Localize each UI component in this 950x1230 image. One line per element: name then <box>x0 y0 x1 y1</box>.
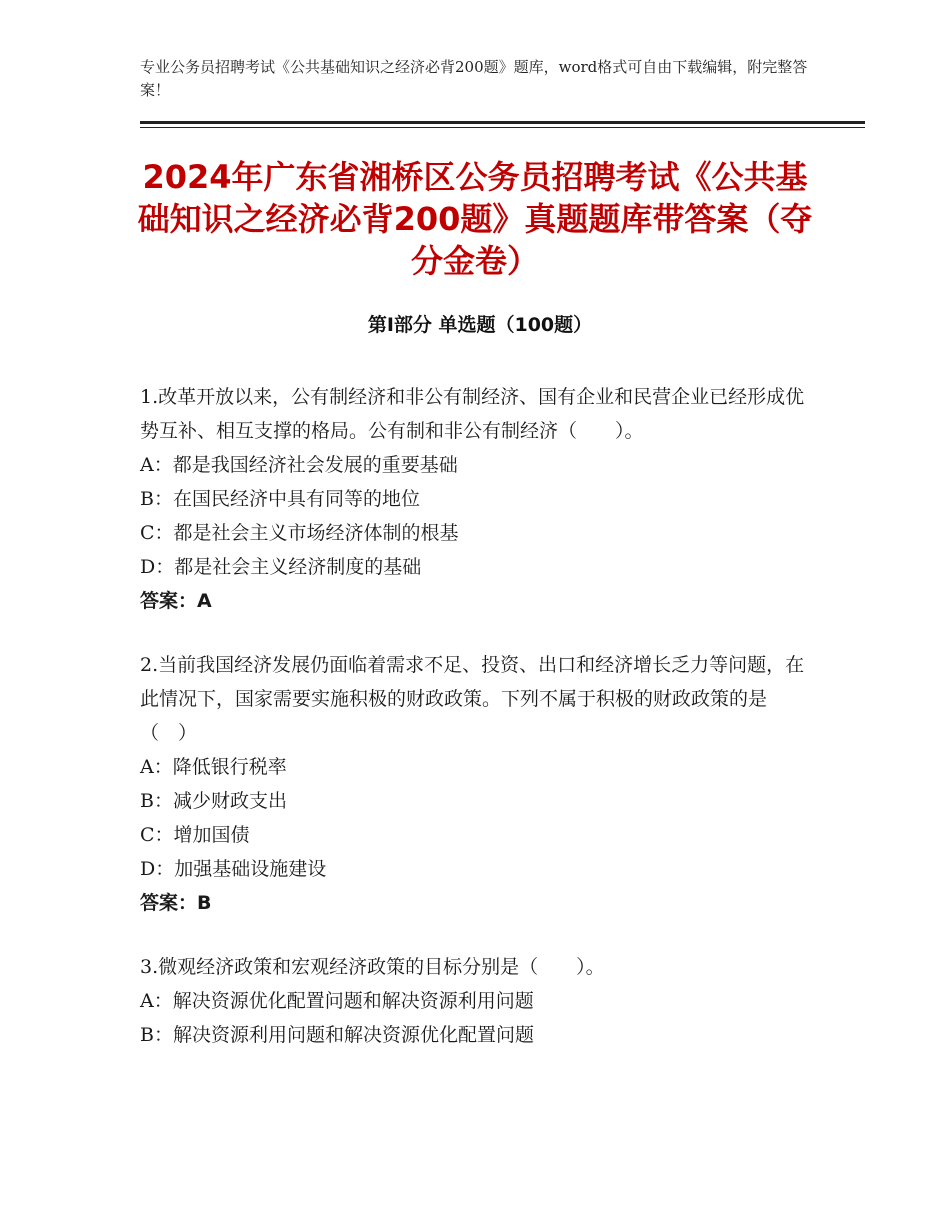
option-c: C：都是社会主义市场经济体制的根基 <box>140 522 459 544</box>
option-a: A：降低银行税率 <box>140 756 287 778</box>
question-1 <box>140 380 810 618</box>
question-stem: 2.当前我国经济发展仍面临着需求不足、投资、出口和经济增长乏力等问题，在此情况下，国家需要实施积极的财政政策。下列不属于积极的财政政策的是（ ） <box>140 654 805 744</box>
option-d: D：加强基础设施建设 <box>140 858 327 880</box>
option-a: A：解决资源优化配置问题和解决资源利用问题 <box>140 990 534 1012</box>
option-c: C：增加国债 <box>140 824 250 846</box>
option-d: D：都是社会主义经济制度的基础 <box>140 556 422 578</box>
section-heading: 第Ⅰ部分 单选题（100题） <box>367 314 593 336</box>
answer: 答案：B <box>140 892 212 914</box>
header-rule-thick <box>140 121 865 124</box>
document-title: 2024年广东省湘桥区公务员招聘考试《公共基础知识之经济必背200题》真题题库带答案（夺分金卷） <box>137 158 813 280</box>
question-stem: 1.改革开放以来，公有制经济和非公有制经济、国有企业和民营企业已经形成优势互补、相互支撑的格局。公有制和非公有制经济（ ）。 <box>140 386 805 442</box>
option-b: B：减少财政支出 <box>140 790 287 812</box>
header-rule-thin <box>140 127 865 128</box>
header-note: 专业公务员招聘考试《公共基础知识之经济必背200题》题库，word格式可自由下载编辑，附完整答案！ <box>140 58 808 99</box>
question-stem: 3.微观经济政策和宏观经济政策的目标分别是（ ）。 <box>140 956 605 978</box>
option-b: B：在国民经济中具有同等的地位 <box>140 488 420 510</box>
answer: 答案：A <box>140 590 212 612</box>
question-3 <box>140 950 810 1052</box>
option-a: A：都是我国经济社会发展的重要基础 <box>140 454 458 476</box>
option-b: B：解决资源利用问题和解决资源优化配置问题 <box>140 1024 534 1046</box>
question-list <box>140 380 810 1082</box>
question-2 <box>140 648 810 920</box>
